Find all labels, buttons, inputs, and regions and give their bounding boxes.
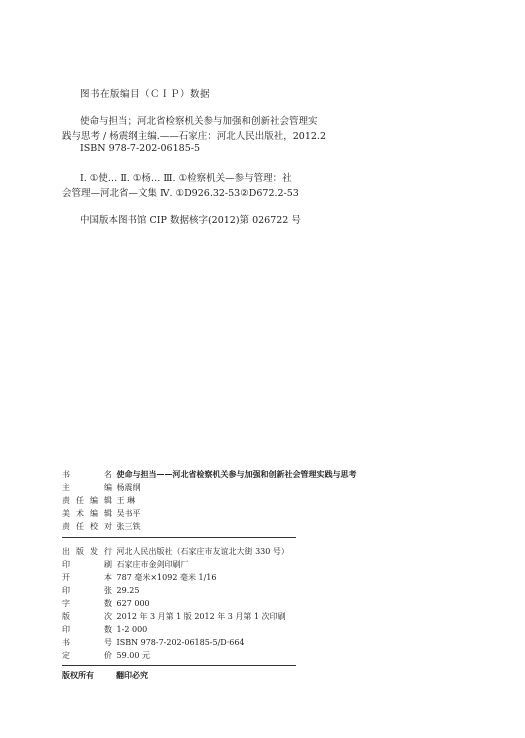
publishing-row	[62, 610, 286, 623]
publishing-label: 印 数	[62, 625, 112, 634]
credit-label: 美术编辑	[62, 509, 112, 518]
publishing-row	[62, 558, 189, 571]
publishing-value: 787 毫米×1092 毫米 1/16	[116, 573, 217, 582]
publishing-label: 定 价	[62, 651, 112, 660]
credit-label: 责任校对	[62, 522, 112, 531]
credits-row	[62, 507, 141, 520]
copyright-notice	[62, 670, 170, 681]
publishing-row	[62, 597, 150, 610]
publishing-row	[62, 636, 245, 649]
publishing-label: 版 次	[62, 612, 112, 621]
credits-row	[62, 468, 357, 481]
cip-library-note: 中国版本图书馆 CIP 数据核字(2012)第 026722 号	[80, 215, 301, 226]
credits-row	[62, 481, 141, 494]
publishing-label: 出版发行	[62, 547, 112, 556]
publishing-value: 59.00 元	[116, 651, 150, 660]
publishing-label: 书 号	[62, 638, 112, 647]
cip-heading: 图书在版编目（ＣＩＰ）数据	[80, 89, 211, 100]
publishing-label: 开 本	[62, 573, 112, 582]
publishing-row	[62, 571, 216, 584]
credits-row	[62, 494, 135, 507]
publishing-value: 627 000	[116, 599, 150, 608]
publishing-value: ISBN 978-7-202-06185-5/D·664	[116, 638, 245, 647]
publishing-value: 河北人民出版社（石家庄市友谊北大街 330 号）	[116, 547, 289, 556]
cip-title-line2: 践与思考 / 杨震纲主编.——石家庄：河北人民出版社，2012.2	[62, 131, 327, 142]
cip-isbn: ISBN 978-7-202-06185-5	[80, 143, 200, 154]
credit-value: 张三铁	[116, 522, 141, 531]
credits-row	[62, 520, 141, 533]
publishing-value: 2012 年 3 月第 1 版 2012 年 3 月第 1 次印刷	[116, 612, 286, 621]
publishing-value: 石家庄市金剑印刷厂	[116, 560, 189, 569]
cip-subject-line2: 会管理—河北省—文集 Ⅳ. ①D926.32-53②D672.2-53	[62, 188, 299, 199]
cip-subject-line1: Ⅰ. ①使… Ⅱ. ①杨… Ⅲ. ①检察机关—参与管理：社	[80, 173, 292, 184]
publishing-label: 字 数	[62, 599, 112, 608]
credit-label: 书 名	[62, 470, 112, 479]
publishing-row	[62, 545, 289, 558]
credit-value: 使命与担当——河北省检察机关参与加强和创新社会管理实践与思考	[116, 469, 357, 479]
publishing-value: 1-2 000	[116, 625, 148, 634]
separator-bottom	[62, 665, 296, 666]
credit-label: 责任编辑	[62, 496, 112, 505]
credit-value: 杨震纲	[116, 483, 141, 492]
credit-value: 吴书平	[116, 509, 141, 518]
credit-label: 主 编	[62, 483, 112, 492]
publishing-row	[62, 623, 147, 636]
credit-value: 王 琳	[116, 496, 136, 505]
publishing-label: 印 张	[62, 586, 112, 595]
publishing-row	[62, 584, 139, 597]
publishing-label: 印 刷	[62, 560, 112, 569]
cip-title-line1: 使命与担当；河北省检察机关参与加强和创新社会管理实	[80, 116, 318, 127]
publishing-value: 29.25	[116, 586, 140, 595]
separator-top	[62, 537, 296, 538]
copyright-left: 版权所有	[62, 671, 94, 680]
publishing-row	[62, 649, 150, 662]
copyright-right: 翻印必究	[116, 671, 148, 680]
